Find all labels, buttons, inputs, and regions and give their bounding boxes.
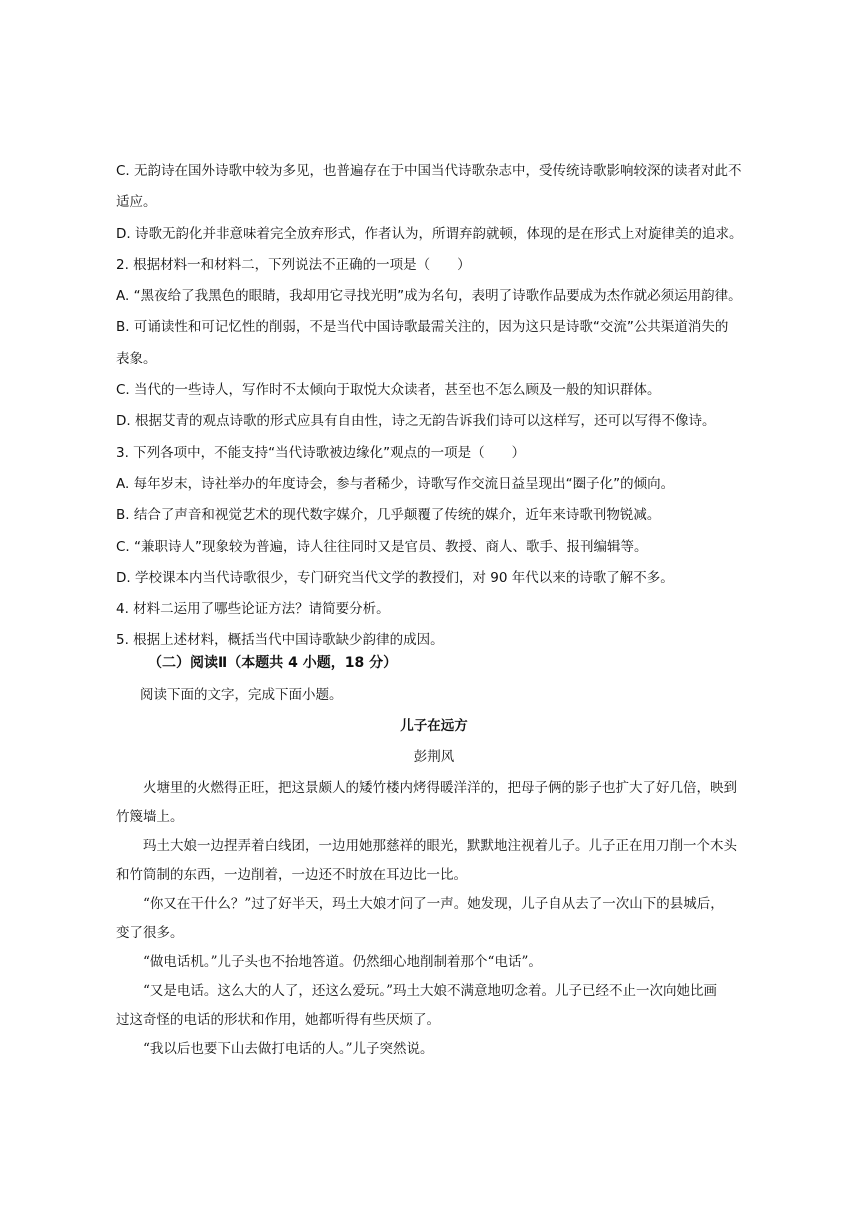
q2-option-c: C. 当代的一些诗人，写作时不太倾向于取悦大众读者，甚至也不怎么顾及一般的知识群体。 [116,382,661,399]
story-paragraph-3: “你又在干什么？”过了好半天，玛土大娘才问了一声。她发现，儿子自从去了一次山下的县城后， [143,896,724,912]
story-paragraph-4: “做电话机。”儿子头也不抬地答道。仍然细心地削制着那个“电话”。 [143,954,542,970]
questions-block [116,156,766,657]
q1-option-d: D. 诗歌无韵化并非意味着完全放弃形式，作者认为，所谓弃韵就顿，体现的是在形式上对旋律美的追求。 [116,225,743,242]
q3-option-c: C. “兼职诗人”现象较为普遍，诗人往往同时又是官员、教授、商人、歌手、报刊编辑等。 [116,538,648,555]
q3-option-b: B. 结合了声音和视觉艺术的现代数字媒介，几乎颠覆了传统的媒介，近年来诗歌刊物锐减。 [116,507,661,524]
q2-option-d: D. 根据艾青的观点诗歌的形式应具有自由性，诗之无韵告诉我们诗可以这样写，还可以写得不像诗。 [116,413,716,430]
q4-stem: 4. 材料二运用了哪些论证方法？请简要分析。 [116,601,390,618]
story-body [116,774,756,1064]
story-paragraph-5: “又是电话。这么大的人了，还这么爱玩。”玛土大娘不满意地叨念着。儿子已经不止一次向她比画 [143,983,718,999]
q3-option-d: D. 学校课本内当代诗歌很少，专门研究当代文学的教授们，对 90 年代以来的诗歌了解不多。 [116,569,674,586]
section-instruction: 阅读下面的文字，完成下面小题。 [140,687,343,703]
q5-stem: 5. 根据上述材料，概括当代中国诗歌缺少韵律的成因。 [116,632,444,649]
q2-option-b-continued: 表象。 [116,350,157,367]
story-paragraph-2-continued: 和竹筒制的东西，一边削着，一边还不时放在耳边比一比。 [116,867,467,883]
story-paragraph-2: 玛土大娘一边捏弄着白线团，一边用她那慈祥的眼光，默默地注视着儿子。儿子正在用刀削一个木头 [143,838,737,854]
q2-stem: 2. 根据材料一和材料二，下列说法不正确的一项是（ ） [116,256,471,273]
q3-stem: 3. 下列各项中，不能支持“当代诗歌被边缘化”观点的一项是（ ） [116,444,526,461]
story-paragraph-6: “我以后也要下山去做打电话的人。”儿子突然说。 [143,1041,434,1057]
story-paragraph-3-continued: 变了很多。 [116,925,184,941]
story-title: 儿子在远方 [400,718,468,734]
story-author: 彭荆风 [413,749,455,765]
q3-option-a: A. 每年岁末，诗社举办的年度诗会，参与者稀少，诗歌写作交流日益呈现出“圈子化”的倾向。 [116,475,675,492]
q1-option-c: C. 无韵诗在国外诗歌中较为多见，也普遍存在于中国当代诗歌杂志中，受传统诗歌影响较深的读者对此不 [116,163,742,179]
q1-option-c-continued: 适应。 [116,194,157,211]
section-heading: （二）阅读Ⅱ（本题共 4 小题，18 分） [148,655,398,671]
story-paragraph-1: 火塘里的火燃得正旺，把这景颇人的矮竹楼内烤得暖洋洋的，把母子俩的影子也扩大了好几倍，映到 [143,780,737,796]
story-paragraph-1-continued: 竹篾墙上。 [116,809,184,825]
story-paragraph-5-continued: 过这奇怪的电话的形状和作用，她都听得有些厌烦了。 [116,1012,440,1028]
q2-option-a: A. “黑夜给了我黑色的眼睛，我却用它寻找光明”成为名句，表明了诗歌作品要成为杰作就必须运用韵律。 [116,288,742,305]
q2-option-b: B. 可诵读性和可记忆性的削弱，不是当代中国诗歌最需关注的，因为这只是诗歌“交流”公共渠道消失的 [116,319,729,336]
